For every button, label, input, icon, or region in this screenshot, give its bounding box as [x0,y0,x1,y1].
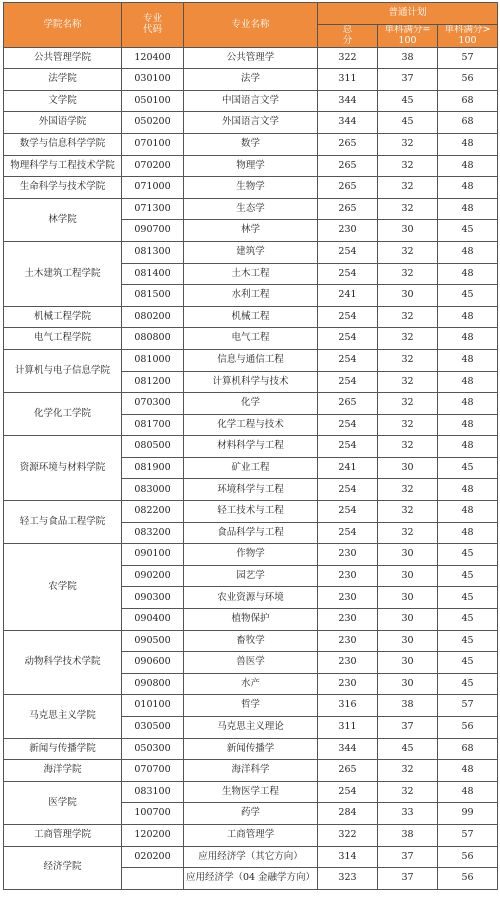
major-code-cell: 083100 [122,781,184,803]
total-score-cell: 254 [318,781,378,803]
total-score-cell: 316 [318,695,378,717]
single-over-100-score-cell: 68 [438,738,498,760]
single-100-score-cell: 30 [378,544,438,566]
single-100-score-cell: 32 [378,198,438,220]
major-name-cell: 食品科学与工程 [184,522,318,544]
major-name-cell: 机械工程 [184,306,318,328]
major-name-cell: 药学 [184,803,318,825]
major-code-cell: 090200 [122,565,184,587]
major-name-cell: 兽医学 [184,652,318,674]
table-body [4,47,498,889]
major-code-cell: 080200 [122,306,184,328]
college-name-cell: 土木建筑工程学院 [4,241,122,306]
table-row [4,349,498,371]
single-over-100-score-cell: 56 [438,69,498,91]
major-code-cell: 070300 [122,393,184,415]
single-100-score-cell: 32 [378,241,438,263]
total-score-cell: 254 [318,414,378,436]
single-100-score-cell: 32 [378,177,438,199]
single-over-100-score-cell: 45 [438,609,498,631]
major-code-cell: 081000 [122,349,184,371]
single-over-100-score-cell: 57 [438,47,498,69]
major-name-cell: 水产 [184,673,318,695]
single-100-score-cell: 33 [378,803,438,825]
admission-score-table [3,2,498,890]
single-100-score-cell: 30 [378,565,438,587]
table-row [4,90,498,112]
college-name-cell: 数学与信息科学学院 [4,133,122,155]
table-row [4,760,498,782]
major-code-cell: 071000 [122,177,184,199]
total-score-cell: 254 [318,501,378,523]
single-over-100-score-cell: 48 [438,760,498,782]
total-score-cell: 254 [318,349,378,371]
major-name-cell: 生物医学工程 [184,781,318,803]
table-row [4,198,498,220]
single-over-100-score-cell: 45 [438,587,498,609]
single-100-score-cell: 32 [378,306,438,328]
total-score-cell: 311 [318,717,378,739]
single-over-100-score-cell: 45 [438,285,498,307]
major-code-cell: 090600 [122,652,184,674]
header-single-100-text: 单科满分=100 [384,24,431,46]
single-100-score-cell: 32 [378,522,438,544]
single-over-100-score-cell: 56 [438,868,498,890]
single-100-score-cell: 30 [378,285,438,307]
single-100-score-cell: 32 [378,436,438,458]
major-name-cell: 公共管理学 [184,47,318,69]
major-code-cell: 070200 [122,155,184,177]
single-over-100-score-cell: 48 [438,414,498,436]
single-over-100-score-cell: 99 [438,803,498,825]
major-code-cell: 090400 [122,609,184,631]
total-score-cell: 344 [318,90,378,112]
single-over-100-score-cell: 48 [438,781,498,803]
major-code-cell: 020200 [122,846,184,868]
major-code-cell: 120400 [122,47,184,69]
single-over-100-score-cell: 48 [438,479,498,501]
major-name-cell: 化学工程与技术 [184,414,318,436]
total-score-cell: 254 [318,263,378,285]
major-code-cell: 070700 [122,760,184,782]
single-over-100-score-cell: 57 [438,824,498,846]
college-name-cell: 公共管理学院 [4,47,122,69]
total-score-cell: 254 [318,241,378,263]
major-code-cell: 081500 [122,285,184,307]
single-over-100-score-cell: 48 [438,501,498,523]
major-name-cell: 生物学 [184,177,318,199]
college-name-cell: 经济学院 [4,846,122,889]
single-100-score-cell: 45 [378,738,438,760]
total-score-cell: 265 [318,198,378,220]
table-row [4,695,498,717]
total-score-cell: 284 [318,803,378,825]
major-code-cell: 120200 [122,824,184,846]
table-row [4,781,498,803]
single-over-100-score-cell: 48 [438,263,498,285]
total-score-cell: 265 [318,133,378,155]
major-name-cell: 马克思主义理论 [184,717,318,739]
total-score-cell: 311 [318,69,378,91]
single-100-score-cell: 45 [378,112,438,134]
table-row [4,544,498,566]
major-code-cell: 083200 [122,522,184,544]
major-code-cell: 090500 [122,630,184,652]
college-name-cell: 工商管理学院 [4,824,122,846]
single-over-100-score-cell: 48 [438,177,498,199]
table-row [4,436,498,458]
major-code-cell: 082200 [122,501,184,523]
single-over-100-score-cell: 48 [438,155,498,177]
header-total [318,24,378,47]
table-row [4,133,498,155]
total-score-cell: 230 [318,565,378,587]
major-code-cell: 081700 [122,414,184,436]
major-name-cell: 作物学 [184,544,318,566]
total-score-cell: 344 [318,738,378,760]
single-100-score-cell: 30 [378,630,438,652]
major-code-cell: 100700 [122,803,184,825]
total-score-cell: 254 [318,371,378,393]
table-row [4,177,498,199]
total-score-cell: 230 [318,630,378,652]
college-name-cell: 医学院 [4,781,122,824]
college-name-cell: 电气工程学院 [4,328,122,350]
table-row [4,112,498,134]
major-name-cell: 生态学 [184,198,318,220]
total-score-cell: 230 [318,652,378,674]
single-over-100-score-cell: 45 [438,457,498,479]
single-over-100-score-cell: 45 [438,673,498,695]
college-name-cell: 轻工与食品工程学院 [4,501,122,544]
admission-score-table-wrapper [3,2,497,890]
single-100-score-cell: 32 [378,133,438,155]
major-code-cell: 081200 [122,371,184,393]
single-over-100-score-cell: 68 [438,90,498,112]
single-over-100-score-cell: 48 [438,349,498,371]
major-name-cell: 水利工程 [184,285,318,307]
major-code-cell: 050100 [122,90,184,112]
table-row [4,846,498,868]
single-over-100-score-cell: 48 [438,241,498,263]
single-over-100-score-cell: 48 [438,393,498,415]
major-code-cell: 080500 [122,436,184,458]
table-row [4,501,498,523]
major-name-cell: 哲学 [184,695,318,717]
major-name-cell: 应用经济学（其它方向） [184,846,318,868]
total-score-cell: 323 [318,868,378,890]
single-100-score-cell: 32 [378,155,438,177]
college-name-cell: 文学院 [4,90,122,112]
major-name-cell: 土木工程 [184,263,318,285]
single-100-score-cell: 32 [378,414,438,436]
single-100-score-cell: 30 [378,587,438,609]
single-over-100-score-cell: 48 [438,522,498,544]
college-name-cell: 计算机与电子信息学院 [4,349,122,392]
major-name-cell: 园艺学 [184,565,318,587]
single-100-score-cell: 38 [378,824,438,846]
major-code-cell: 090300 [122,587,184,609]
college-name-cell: 外国语学院 [4,112,122,134]
major-code-cell [122,868,184,890]
major-name-cell: 矿业工程 [184,457,318,479]
single-100-score-cell: 38 [378,695,438,717]
major-name-cell: 电气工程 [184,328,318,350]
single-over-100-score-cell: 48 [438,436,498,458]
table-row [4,47,498,69]
single-over-100-score-cell: 45 [438,630,498,652]
major-name-cell: 海洋科学 [184,760,318,782]
total-score-cell: 265 [318,177,378,199]
major-name-cell: 植物保护 [184,609,318,631]
single-100-score-cell: 32 [378,479,438,501]
major-name-cell: 信息与通信工程 [184,349,318,371]
college-name-cell: 生命科学与技术学院 [4,177,122,199]
table-row [4,241,498,263]
total-score-cell: 254 [318,306,378,328]
major-name-cell: 材料科学与工程 [184,436,318,458]
header-major: 专业名称 [184,3,318,48]
major-name-cell: 新闻传播学 [184,738,318,760]
college-name-cell: 动物科学技术学院 [4,630,122,695]
total-score-cell: 254 [318,479,378,501]
header-single-over-100 [438,24,498,47]
single-100-score-cell: 32 [378,263,438,285]
total-score-cell: 322 [318,47,378,69]
major-name-cell: 物理学 [184,155,318,177]
single-over-100-score-cell: 56 [438,846,498,868]
single-100-score-cell: 32 [378,328,438,350]
major-name-cell: 数学 [184,133,318,155]
table-header [4,3,498,48]
college-name-cell: 新闻与传播学院 [4,738,122,760]
major-name-cell: 计算机科学与技术 [184,371,318,393]
total-score-cell: 254 [318,522,378,544]
table-row [4,306,498,328]
total-score-cell: 241 [318,457,378,479]
major-code-cell: 070100 [122,133,184,155]
total-score-cell: 230 [318,673,378,695]
total-score-cell: 322 [318,824,378,846]
single-100-score-cell: 30 [378,609,438,631]
header-code [122,3,184,48]
major-name-cell: 林学 [184,220,318,242]
college-name-cell: 林学院 [4,198,122,241]
total-score-cell: 314 [318,846,378,868]
single-100-score-cell: 32 [378,393,438,415]
college-name-cell: 马克思主义学院 [4,695,122,738]
table-row [4,630,498,652]
single-over-100-score-cell: 45 [438,544,498,566]
single-100-score-cell: 45 [378,90,438,112]
table-row [4,393,498,415]
single-over-100-score-cell: 48 [438,133,498,155]
college-name-cell: 法学院 [4,69,122,91]
total-score-cell: 265 [318,155,378,177]
total-score-cell: 254 [318,328,378,350]
total-score-cell: 241 [318,285,378,307]
single-100-score-cell: 30 [378,673,438,695]
single-over-100-score-cell: 45 [438,565,498,587]
total-score-cell: 265 [318,393,378,415]
header-total-text: 总分 [342,24,353,46]
table-row [4,824,498,846]
single-100-score-cell: 37 [378,846,438,868]
header-plan: 普通计划 [318,3,498,25]
table-row [4,328,498,350]
major-name-cell: 中国语言文学 [184,90,318,112]
table-row [4,738,498,760]
major-code-cell: 081300 [122,241,184,263]
college-name-cell: 海洋学院 [4,760,122,782]
single-100-score-cell: 32 [378,501,438,523]
header-code-text: 专业代码 [142,13,162,35]
single-100-score-cell: 37 [378,868,438,890]
major-code-cell: 090700 [122,220,184,242]
total-score-cell: 254 [318,436,378,458]
total-score-cell: 230 [318,544,378,566]
single-over-100-score-cell: 56 [438,717,498,739]
major-code-cell: 081900 [122,457,184,479]
single-100-score-cell: 32 [378,349,438,371]
single-100-score-cell: 38 [378,47,438,69]
single-100-score-cell: 30 [378,652,438,674]
college-name-cell: 化学化工学院 [4,393,122,436]
major-name-cell: 应用经济学（04 金融学方向） [184,868,318,890]
single-100-score-cell: 32 [378,760,438,782]
major-code-cell: 090800 [122,673,184,695]
total-score-cell: 344 [318,112,378,134]
major-name-cell: 建筑学 [184,241,318,263]
header-single-100 [378,24,438,47]
single-over-100-score-cell: 48 [438,328,498,350]
college-name-cell: 资源环境与材料学院 [4,436,122,501]
total-score-cell: 265 [318,760,378,782]
single-over-100-score-cell: 48 [438,306,498,328]
major-code-cell: 083000 [122,479,184,501]
single-over-100-score-cell: 48 [438,371,498,393]
single-100-score-cell: 37 [378,69,438,91]
major-code-cell: 050300 [122,738,184,760]
total-score-cell: 230 [318,220,378,242]
single-over-100-score-cell: 48 [438,198,498,220]
single-100-score-cell: 32 [378,781,438,803]
total-score-cell: 230 [318,609,378,631]
single-over-100-score-cell: 45 [438,220,498,242]
header-college: 学院名称 [4,3,122,48]
major-code-cell: 010100 [122,695,184,717]
major-code-cell: 090100 [122,544,184,566]
table-row [4,69,498,91]
major-name-cell: 环境科学与工程 [184,479,318,501]
major-code-cell: 050200 [122,112,184,134]
college-name-cell: 机械工程学院 [4,306,122,328]
major-name-cell: 化学 [184,393,318,415]
major-code-cell: 071300 [122,198,184,220]
major-code-cell: 030500 [122,717,184,739]
major-name-cell: 工商管理学 [184,824,318,846]
single-100-score-cell: 32 [378,371,438,393]
header-single-over-100-text: 单科满分>100 [444,24,491,46]
major-name-cell: 畜牧学 [184,630,318,652]
major-name-cell: 轻工技术与工程 [184,501,318,523]
single-over-100-score-cell: 68 [438,112,498,134]
college-name-cell: 物理科学与工程技术学院 [4,155,122,177]
major-name-cell: 农业资源与环境 [184,587,318,609]
major-code-cell: 080800 [122,328,184,350]
single-100-score-cell: 37 [378,717,438,739]
single-over-100-score-cell: 45 [438,652,498,674]
college-name-cell: 农学院 [4,544,122,630]
single-100-score-cell: 30 [378,220,438,242]
single-100-score-cell: 30 [378,457,438,479]
single-over-100-score-cell: 57 [438,695,498,717]
major-name-cell: 外国语言文学 [184,112,318,134]
total-score-cell: 230 [318,587,378,609]
major-code-cell: 030100 [122,69,184,91]
table-row [4,155,498,177]
major-name-cell: 法学 [184,69,318,91]
major-code-cell: 081400 [122,263,184,285]
